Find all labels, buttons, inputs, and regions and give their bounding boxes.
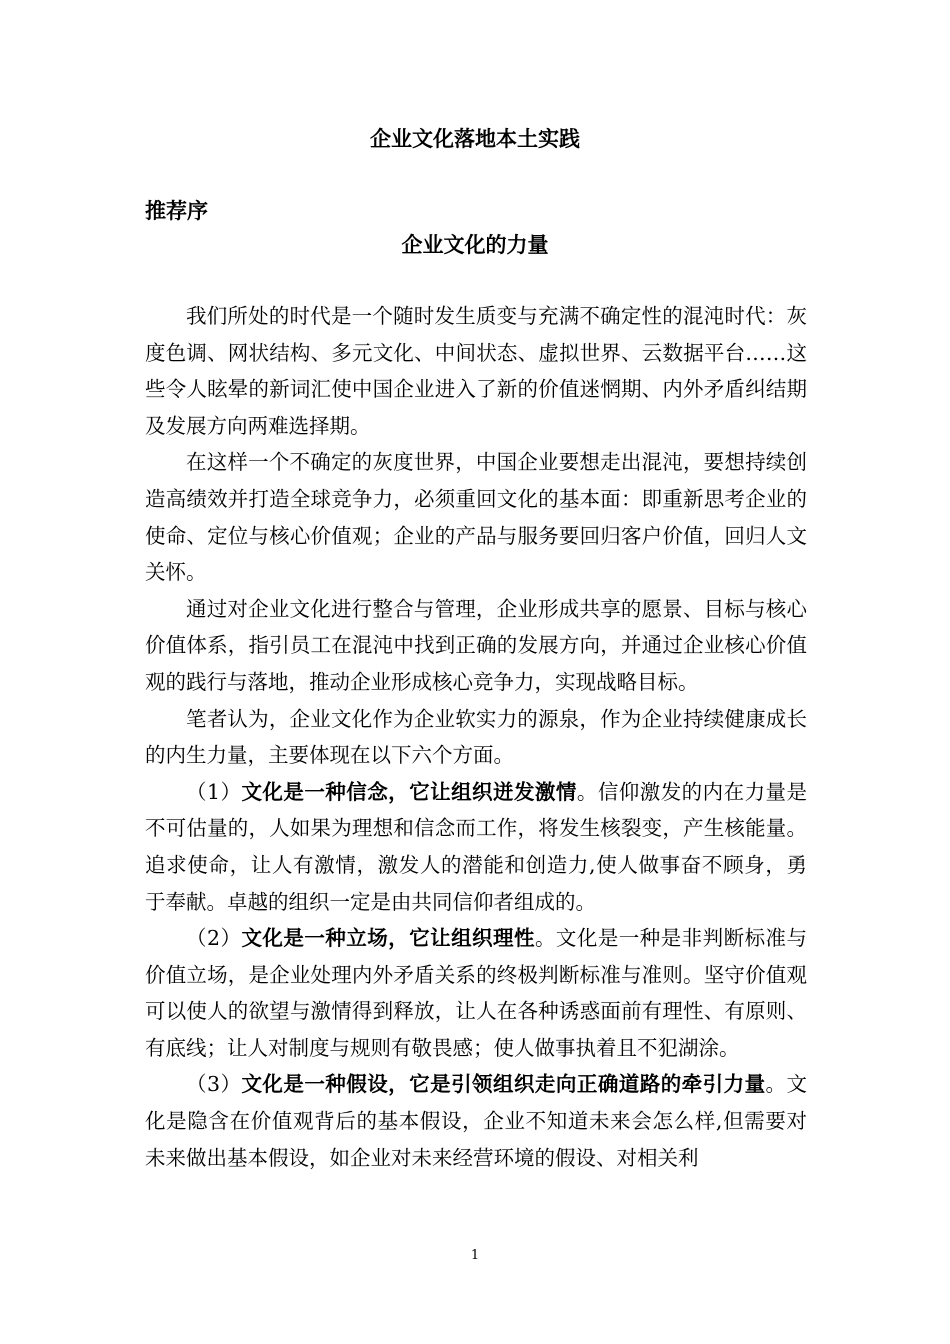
paragraph-text: 。文化是隐含在价值观背后的基本假设，企业不知道未来会怎么样,但需要对未来做出基本假设，如企业对未来经营环境的假设、对相关利 xyxy=(145,1072,808,1170)
numbered-paragraph xyxy=(145,1066,807,1176)
paragraph-heading: 文化是一种信念，它让组织迸发激情 xyxy=(241,779,577,804)
paragraph-text: 在这样一个不确定的灰度世界，中国企业要想走出混沌，要想持续创造高绩效并打造全球竞争力，必须重回文化的基本面：即重新思考企业的使命、定位与核心价值观；企业的产品与服务要回归客户价值，回归人文关怀。 xyxy=(145,450,807,585)
paragraph xyxy=(145,591,807,701)
paragraph-number: （3） xyxy=(186,1072,242,1097)
paragraph xyxy=(145,298,807,444)
paragraph-heading: 文化是一种假设，它是引领组织走向正确道路的牵引力量 xyxy=(241,1072,766,1097)
paragraph-heading: 文化是一种立场，它让组织理性 xyxy=(241,926,535,951)
document-title: 企业文化落地本土实践 xyxy=(370,126,580,151)
section-label: 推荐序 xyxy=(145,198,208,223)
body-text xyxy=(145,298,807,1176)
numbered-paragraph xyxy=(145,920,807,1066)
paragraph-number: （1） xyxy=(186,779,242,804)
paragraph-text: 。文化是一种是非判断标准与价值立场，是企业处理内外矛盾关系的终极判断标准与准则。坚守价值观可以使人的欲望与激情得到释放，让人在各种诱惑面前有理性、有原则、有底线；让人对制度与规则有敬畏感；使人做事执着且不犯湖涂。 xyxy=(145,926,808,1060)
numbered-paragraph xyxy=(145,774,807,920)
paragraph-text: 我们所处的时代是一个随时发生质变与充满不确定性的混沌时代：灰度色调、网状结构、多元文化、中间状态、虚拟世界、云数据平台……这些令人眩晕的新词汇使中国企业进入了新的价值迷惘期、内外矛盾纠结期及发展方向两难选择期。 xyxy=(145,304,807,438)
paragraph-text: 。信仰激发的内在力量是不可估量的，人如果为理想和信念而工作，将发生核裂变，产生核能量。追求使命，让人有激情，激发人的潜能和创造力,使人做事奋不顾身，勇于奉献。卓越的组织一定是由共同信仰者组成的。 xyxy=(145,779,807,914)
paragraph-text: 笔者认为，企业文化作为企业软实力的源泉，作为企业持续健康成长的内生力量，主要体现在以下六个方面。 xyxy=(145,706,807,768)
paragraph-number: （2） xyxy=(186,926,242,951)
paragraph xyxy=(145,444,807,590)
paragraph xyxy=(145,701,807,774)
paragraph-text: 通过对企业文化进行整合与管理，企业形成共享的愿景、目标与核心价值体系，指引员工在混沌中找到正确的发展方向，并通过企业核心价值观的践行与落地，推动企业形成核心竞争力，实现战略目标。 xyxy=(145,596,807,694)
page-number: 1 xyxy=(470,1248,480,1263)
section-title: 企业文化的力量 xyxy=(401,232,549,257)
